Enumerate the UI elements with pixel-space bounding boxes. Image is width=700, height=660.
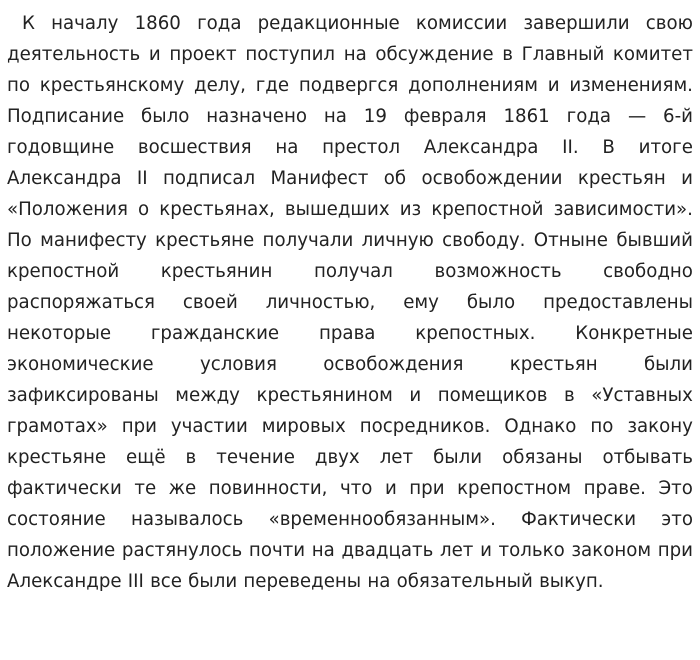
word: и (384, 478, 397, 499)
word: Манифест (270, 168, 369, 189)
word: было (141, 106, 190, 127)
word: поступил (245, 44, 336, 65)
word: обсуждение (375, 44, 494, 65)
word: восшествия (137, 137, 252, 158)
word: из (399, 199, 422, 220)
word: получал (313, 261, 393, 282)
word: вышедших (284, 199, 390, 220)
text-line (7, 101, 693, 132)
word: это (661, 509, 693, 530)
word: было (466, 292, 516, 313)
word: растянулось (121, 540, 243, 561)
word: и (409, 385, 422, 406)
word: почти (248, 540, 306, 561)
word: Александра (7, 168, 122, 189)
text-line (7, 132, 693, 163)
word: манифесту (40, 230, 147, 251)
word: закону (627, 416, 693, 437)
word: 6-й (663, 106, 693, 127)
word: крепостной (7, 261, 120, 282)
word: и (480, 540, 492, 561)
word: года (566, 106, 612, 127)
word: 1861 (503, 106, 550, 127)
word: по (590, 416, 614, 437)
word: некоторые (7, 323, 112, 344)
word: между (175, 385, 240, 406)
word: и (681, 168, 693, 189)
word: Однако (504, 416, 577, 437)
word: делу, (194, 75, 246, 96)
word: лет (379, 447, 414, 468)
word: течение (216, 447, 295, 468)
text-line (7, 411, 693, 442)
word: в (185, 447, 197, 468)
text-line (7, 287, 693, 318)
word: — (627, 106, 647, 127)
text-line (7, 70, 693, 101)
word: мировых (261, 416, 346, 437)
word: в (502, 44, 513, 65)
word: на (311, 540, 335, 561)
word: Отныне (533, 230, 608, 251)
word: итоге (638, 137, 693, 158)
word: подвергся (298, 75, 399, 96)
word: при (121, 416, 157, 437)
word: Александра (423, 137, 539, 158)
word: получали (262, 230, 354, 251)
word: крестьян (509, 354, 598, 375)
word: переведены (243, 571, 362, 592)
word: редакционные (257, 13, 400, 34)
text-line (7, 318, 693, 349)
text-line (7, 225, 693, 256)
word: выкуп. (539, 571, 604, 592)
word: называлось (130, 509, 244, 530)
word: Главный (521, 44, 605, 65)
word: личную (361, 230, 434, 251)
word: грамотах» (7, 416, 108, 437)
word: крестьянскому (39, 75, 185, 96)
word: крестьян (577, 168, 666, 189)
word: были (188, 571, 238, 592)
word: февраля (403, 106, 487, 127)
word: помещиков (437, 385, 548, 406)
word: двадцать (341, 540, 434, 561)
word: началу (51, 13, 119, 34)
word: обязаны (502, 447, 583, 468)
word: проект (169, 44, 237, 65)
word: все (150, 571, 182, 592)
word: лет (439, 540, 474, 561)
word: «Положения (7, 199, 128, 220)
word: возможность (434, 261, 562, 282)
text-line (7, 39, 693, 70)
word: что (339, 478, 373, 499)
word: престол (322, 137, 401, 158)
word: К (22, 13, 35, 34)
word: и (148, 44, 161, 65)
word: состояние (7, 509, 106, 530)
word: посредников. (359, 416, 491, 437)
document-body (7, 8, 693, 597)
word: II (136, 168, 148, 189)
word: экономические (7, 354, 154, 375)
text-line (7, 194, 693, 225)
word: зависимости». (553, 199, 693, 220)
word: крестьяне (7, 447, 107, 468)
word: По (7, 230, 32, 251)
word: крепостном (457, 478, 572, 499)
word: повинности, (208, 478, 328, 499)
word: были (643, 354, 693, 375)
word: законом (571, 540, 652, 561)
word: праве. (583, 478, 646, 499)
word: подписал (163, 168, 256, 189)
word: 1860 (134, 13, 181, 34)
word: на (367, 571, 391, 592)
word: дополнениям (408, 75, 538, 96)
word: «Уставных (591, 385, 693, 406)
word: по (7, 75, 31, 96)
word: же (168, 478, 197, 499)
word: ему (403, 292, 439, 313)
word: Фактически (521, 509, 637, 530)
word: Подписание (7, 106, 125, 127)
word: об (383, 168, 407, 189)
text-line (7, 442, 693, 473)
word: на (275, 137, 299, 158)
word: В (602, 137, 615, 158)
text-line (7, 504, 693, 535)
word: фактически (7, 478, 122, 499)
word: завершили (523, 13, 630, 34)
text-line (7, 256, 693, 287)
word: условия (199, 354, 277, 375)
word: на (323, 106, 347, 127)
word: где (255, 75, 290, 96)
text-line (7, 380, 693, 411)
word: крестьяне (155, 230, 255, 251)
word: предоставлены (543, 292, 693, 313)
word: свою (645, 13, 693, 34)
word: были (433, 447, 483, 468)
word: II. (562, 137, 579, 158)
word: назначено (206, 106, 307, 127)
word: годовщине (7, 137, 115, 158)
text-line (7, 566, 693, 597)
word: участии (170, 416, 248, 437)
word: бывший (616, 230, 693, 251)
word: права (318, 323, 376, 344)
word: отбывать (602, 447, 693, 468)
word: Это (658, 478, 693, 499)
word: обязательный (396, 571, 533, 592)
word: о (138, 199, 150, 220)
word: своей (182, 292, 238, 313)
word: распоряжаться (7, 292, 155, 313)
word: «временнообязанным». (268, 509, 496, 530)
word: крестьянином (256, 385, 393, 406)
word: крестьянин (160, 261, 273, 282)
word: изменениям. (569, 75, 693, 96)
word: Александре (7, 571, 122, 592)
word: крепостной (431, 199, 544, 220)
text-line (7, 349, 693, 380)
word: свободно (603, 261, 693, 282)
word: крестьянах, (159, 199, 275, 220)
word: освобождении (421, 168, 563, 189)
word: те (134, 478, 157, 499)
word: комиссии (415, 13, 508, 34)
word: комитет (612, 44, 693, 65)
word: зафиксированы (7, 385, 159, 406)
word: только (498, 540, 565, 561)
word: ещё (126, 447, 166, 468)
text-line (7, 535, 693, 566)
word: свободу. (442, 230, 526, 251)
word: двух (314, 447, 360, 468)
word: на (343, 44, 367, 65)
word: личностью, (265, 292, 376, 313)
word: при (657, 540, 693, 561)
word: крепостных. (415, 323, 536, 344)
word: деятельность (7, 44, 141, 65)
text-line (7, 473, 693, 504)
word: освобождения (323, 354, 464, 375)
word: положение (7, 540, 116, 561)
word: 19 (363, 106, 387, 127)
word: и (547, 75, 560, 96)
word: III (127, 571, 144, 592)
word: Конкретные (575, 323, 693, 344)
word: года (197, 13, 242, 34)
text-line (7, 8, 693, 39)
word: в (563, 385, 575, 406)
word: гражданские (150, 323, 280, 344)
word: при (409, 478, 445, 499)
text-line (7, 163, 693, 194)
